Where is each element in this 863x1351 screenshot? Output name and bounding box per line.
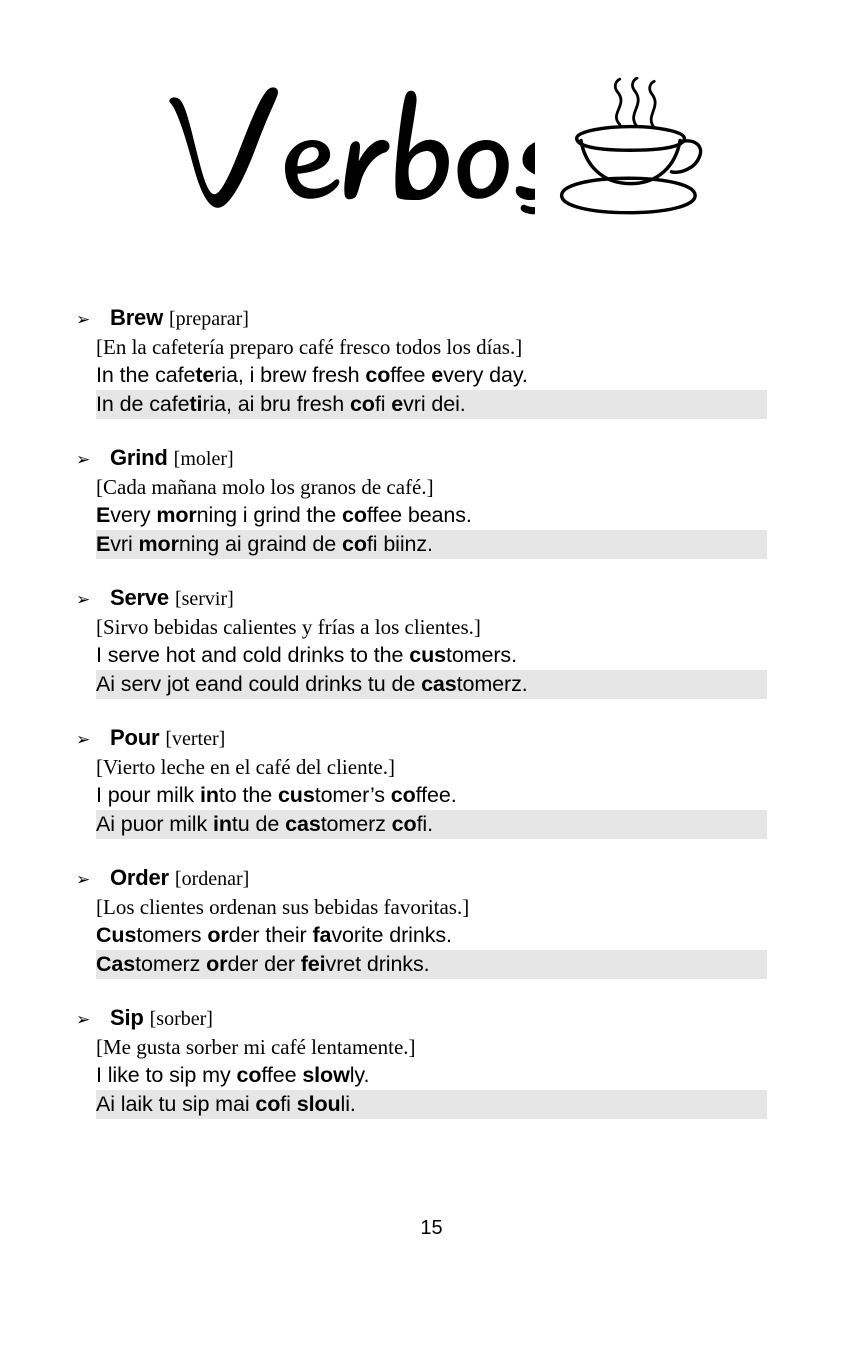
phonetic-sentence: Ai puor milk intu de castomerz cofi. <box>96 810 767 839</box>
spanish-sentence: [Cada mañana molo los granos de café.] <box>96 475 434 499</box>
english-sentence: In the cafeteria, i brew fresh coffee every day. <box>96 363 528 387</box>
english-sentence: I pour milk into the customer’s coffee. <box>96 783 457 807</box>
arrow-bullet-icon: ➢ <box>76 1010 91 1030</box>
headword-line <box>0 1003 863 1033</box>
phonetic-sentence: Ai laik tu sip mai cofi slouli. <box>96 1090 767 1119</box>
spanish-sentence: [Me gusta sorber mi café lentamente.] <box>96 1035 416 1059</box>
phonetic-sentence: Castomerz order der feivret drinks. <box>96 950 767 979</box>
headword-line <box>0 303 863 333</box>
phonetic-sentence: Ai serv jot eand could drinks tu de castomerz. <box>96 670 767 699</box>
headword-line <box>0 583 863 613</box>
english-sentence: Every morning i grind the coffee beans. <box>96 503 472 527</box>
headword: Pour <box>110 725 160 750</box>
page-title-verbos <box>160 75 535 225</box>
phonetic-sentence: In de cafetiria, ai bru fresh cofi evri dei. <box>96 390 767 419</box>
headword: Order <box>110 865 169 890</box>
arrow-bullet-icon: ➢ <box>76 730 91 750</box>
headword-gloss: [verter] <box>165 728 226 750</box>
page-header <box>0 62 863 237</box>
arrow-bullet-icon: ➢ <box>76 590 91 610</box>
headword: Grind <box>110 445 168 470</box>
english-sentence: Customers order their favorite drinks. <box>96 923 452 947</box>
verb-entry <box>0 723 863 839</box>
verb-entry <box>0 583 863 699</box>
verb-entry <box>0 1003 863 1119</box>
phonetic-sentence: Evri morning ai graind de cofi biinz. <box>96 530 767 559</box>
headword-line <box>0 863 863 893</box>
arrow-bullet-icon: ➢ <box>76 450 91 470</box>
headword: Serve <box>110 585 169 610</box>
headword-gloss: [servir] <box>174 588 234 610</box>
english-sentence: I like to sip my coffee slowly. <box>96 1063 370 1087</box>
verb-entry <box>0 443 863 559</box>
spanish-sentence: [Sirvo bebidas calientes y frías a los clientes.] <box>96 615 481 639</box>
coffee-cup-icon <box>553 77 704 217</box>
headword-gloss: [sorber] <box>149 1008 213 1030</box>
spanish-sentence: [Los clientes ordenan sus bebidas favoritas.] <box>96 895 470 919</box>
headword: Sip <box>110 1005 144 1030</box>
english-sentence: I serve hot and cold drinks to the customers. <box>96 643 517 667</box>
headword-gloss: [moler] <box>173 448 234 470</box>
headword-gloss: [preparar] <box>169 308 249 330</box>
headword-gloss: [ordenar] <box>174 868 250 890</box>
verb-entry-list <box>0 303 863 1119</box>
spanish-sentence: [Vierto leche en el café del cliente.] <box>96 755 395 779</box>
spanish-sentence: [En la cafetería preparo café fresco todos los días.] <box>96 335 523 359</box>
headword-line <box>0 723 863 753</box>
verb-entry <box>0 863 863 979</box>
headword-line <box>0 443 863 473</box>
headword: Brew <box>110 305 163 330</box>
verb-entry <box>0 303 863 419</box>
arrow-bullet-icon: ➢ <box>76 310 91 330</box>
arrow-bullet-icon: ➢ <box>76 870 91 890</box>
page-number: 15 <box>420 1217 443 1239</box>
